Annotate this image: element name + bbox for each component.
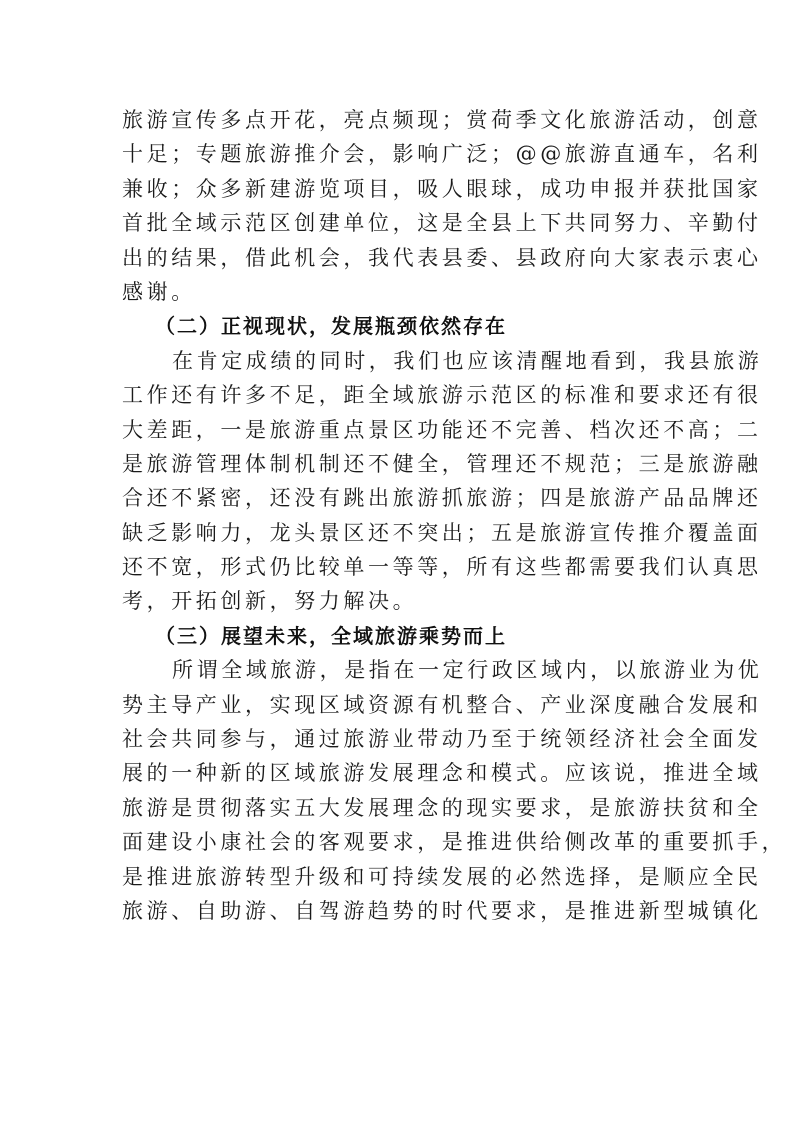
text-line: 在肯定成绩的同时，我们也应该清醒地看到，我县旅游 [172,348,763,373]
text-line: 还不宽，形式仍比较单一等等，所有这些都需要我们认真思 [122,555,762,580]
text-line: 首批全域示范区创建单位，这是全县上下共同努力、辛勤付 [122,211,762,236]
text-line: 旅游是贯彻落实五大发展理念的现实要求，是旅游扶贫和全 [122,795,762,820]
section-heading-outlook: （三）展望未来，全域旅游乘势而上 [155,623,507,648]
text-line: 社会共同参与，通过旅游业带动乃至于统领经济社会全面发 [122,727,762,752]
text-line: 旅游、自助游、自驾游趋势的时代要求，是推进新型城镇化 [122,898,762,923]
text-line: 感谢。 [122,279,196,304]
text-line: 展的一种新的区域旅游发展理念和模式。应该说，推进全域 [122,761,762,786]
text-line: 面建设小康社会的客观要求，是推进供给侧改革的重要抓手， [122,830,787,855]
text-line: 势主导产业，实现区域资源有机整合、产业深度融合发展和 [122,692,762,717]
text-line: 缺乏影响力，龙头景区还不突出；五是旅游宣传推介覆盖面 [122,520,762,545]
paragraph-shortcomings [122,344,763,619]
text-line: 工作还有许多不足，距全域旅游示范区的标准和要求还有很 [122,383,762,408]
text-line: 合还不紧密，还没有跳出旅游抓旅游；四是旅游产品品牌还 [122,486,762,511]
text-line: 兼收；众多新建游览项目，吸人眼球，成功申报并获批国家 [122,176,762,201]
text-line: 出的结果，借此机会，我代表县委、县政府向大家表示衷心 [122,245,762,270]
text-line: 旅游宣传多点开花，亮点频现；赏荷季文化旅游活动，创意 [122,108,762,132]
paragraph-achievements [122,103,762,309]
text-line: 所谓全域旅游，是指在一定行政区域内，以旅游业为优 [172,658,763,683]
text-line: 是旅游管理体制机制还不健全，管理还不规范；三是旅游融 [122,451,762,476]
text-line: 十足；专题旅游推介会，影响广泛；@@旅游直通车，名利 [122,142,762,167]
text-line: 考，开拓创新，努力解决。 [122,589,418,614]
text-line: 是推进旅游转型升级和可持续发展的必然选择，是顺应全民 [122,864,762,889]
document-page [122,103,787,928]
text-line: 大差距，一是旅游重点景区功能还不完善、档次还不高；二 [122,417,762,442]
paragraph-all-for-one-tourism [122,653,787,928]
section-heading-current-status: （二）正视现状，发展瓶颈依然存在 [155,314,507,339]
